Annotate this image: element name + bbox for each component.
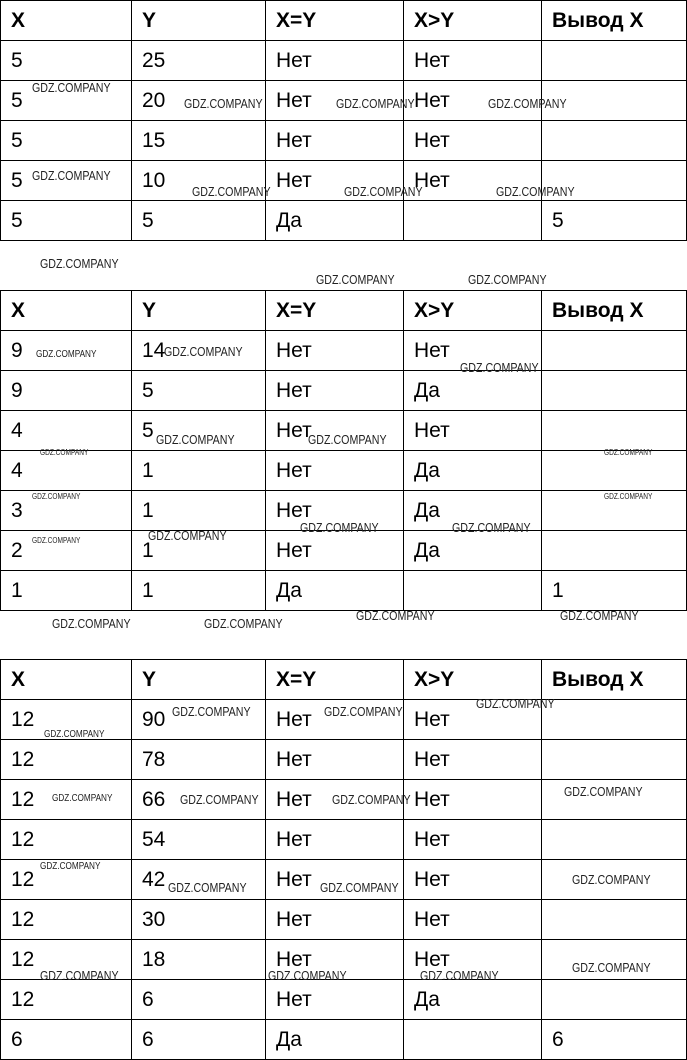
- table-row: [1, 81, 687, 121]
- cell-x: 12: [1, 980, 132, 1020]
- header-output-x: Вывод X: [542, 1, 687, 41]
- cell-x-equals-y: Нет: [266, 411, 404, 451]
- watermark: GDZ.COMPANY: [344, 184, 423, 199]
- watermark: GDZ.COMPANY: [320, 880, 399, 895]
- header-x-greater-y: X>Y: [404, 1, 542, 41]
- cell-x: 4: [1, 411, 132, 451]
- cell-x-equals-y: Нет: [266, 820, 404, 860]
- cell-x: 5: [1, 201, 132, 241]
- trace-table-2: [0, 290, 687, 611]
- cell-x: 3: [1, 491, 132, 531]
- watermark: GDZ.COMPANY: [180, 792, 259, 807]
- watermark: GDZ.COMPANY: [40, 968, 119, 983]
- cell-output-x: [542, 41, 687, 81]
- cell-x-greater-y: Нет: [404, 740, 542, 780]
- cell-output-x: 5: [542, 201, 687, 241]
- cell-y: 5: [132, 371, 266, 411]
- table-row: [1, 491, 687, 531]
- table-row: [1, 700, 687, 740]
- watermark: GDZ.COMPANY: [572, 872, 651, 887]
- header-y: Y: [132, 291, 266, 331]
- cell-x-equals-y: Да: [266, 201, 404, 241]
- cell-x: 5: [1, 81, 132, 121]
- watermark: GDZ.COMPANY: [168, 880, 247, 895]
- cell-x: 5: [1, 161, 132, 201]
- cell-x-equals-y: Нет: [266, 860, 404, 900]
- watermark: GDZ.COMPANY: [604, 448, 653, 457]
- cell-x-greater-y: Да: [404, 980, 542, 1020]
- cell-x-equals-y: Нет: [266, 371, 404, 411]
- cell-x-equals-y: Нет: [266, 531, 404, 571]
- cell-x-equals-y: Нет: [266, 940, 404, 980]
- table-row: [1, 331, 687, 371]
- cell-x-equals-y: Нет: [266, 700, 404, 740]
- cell-x-greater-y: [404, 1020, 542, 1060]
- watermark: GDZ.COMPANY: [476, 696, 555, 711]
- cell-x-greater-y: Да: [404, 451, 542, 491]
- cell-y: 1: [132, 491, 266, 531]
- header-x: X: [1, 1, 132, 41]
- watermark: GDZ.COMPANY: [332, 792, 411, 807]
- cell-x-greater-y: Да: [404, 371, 542, 411]
- watermark: GDZ.COMPANY: [300, 520, 379, 535]
- cell-x: 6: [1, 1020, 132, 1060]
- cell-y: 6: [132, 980, 266, 1020]
- cell-output-x: [542, 860, 687, 900]
- watermark: GDZ.COMPANY: [460, 360, 539, 375]
- watermark: GDZ.COMPANY: [268, 968, 347, 983]
- cell-x-equals-y: Нет: [266, 451, 404, 491]
- cell-output-x: 1: [542, 571, 687, 611]
- cell-output-x: [542, 81, 687, 121]
- table-row: [1, 41, 687, 81]
- cell-x-equals-y: Нет: [266, 780, 404, 820]
- table-row: [1, 980, 687, 1020]
- cell-y: 90: [132, 700, 266, 740]
- cell-x-equals-y: Да: [266, 571, 404, 611]
- cell-x: 12: [1, 780, 132, 820]
- cell-x-greater-y: Да: [404, 531, 542, 571]
- watermark: GDZ.COMPANY: [32, 536, 81, 545]
- watermark: GDZ.COMPANY: [496, 184, 575, 199]
- cell-output-x: [542, 531, 687, 571]
- header-output-x: Вывод X: [542, 291, 687, 331]
- cell-y: 10: [132, 161, 266, 201]
- watermark: GDZ.COMPANY: [564, 784, 643, 799]
- table-row: [1, 900, 687, 940]
- watermark: GDZ.COMPANY: [40, 861, 101, 872]
- cell-output-x: [542, 780, 687, 820]
- cell-x-equals-y: Нет: [266, 41, 404, 81]
- cell-x: 12: [1, 700, 132, 740]
- cell-x: 9: [1, 371, 132, 411]
- cell-x-greater-y: Да: [404, 491, 542, 531]
- watermark: GDZ.COMPANY: [488, 96, 567, 111]
- cell-x-greater-y: Нет: [404, 331, 542, 371]
- cell-x-greater-y: Нет: [404, 820, 542, 860]
- cell-x: 12: [1, 900, 132, 940]
- cell-x-equals-y: Нет: [266, 900, 404, 940]
- header-x-equals-y: X=Y: [266, 1, 404, 41]
- cell-x-greater-y: Нет: [404, 860, 542, 900]
- watermark: GDZ.COMPANY: [164, 344, 243, 359]
- header-x: X: [1, 660, 132, 700]
- cell-y: 1: [132, 531, 266, 571]
- watermark: GDZ.COMPANY: [156, 432, 235, 447]
- cell-output-x: [542, 980, 687, 1020]
- cell-x-equals-y: Нет: [266, 491, 404, 531]
- watermark: GDZ.COMPANY: [204, 616, 283, 631]
- header-output-x: Вывод X: [542, 660, 687, 700]
- cell-x-greater-y: Нет: [404, 780, 542, 820]
- cell-x-equals-y: Нет: [266, 740, 404, 780]
- table-row: [1, 571, 687, 611]
- cell-x-greater-y: Нет: [404, 161, 542, 201]
- watermark: GDZ.COMPANY: [40, 448, 89, 457]
- cell-output-x: [542, 411, 687, 451]
- table-row: [1, 740, 687, 780]
- cell-output-x: [542, 940, 687, 980]
- watermark: GDZ.COMPANY: [324, 704, 403, 719]
- watermark: GDZ.COMPANY: [32, 492, 81, 501]
- cell-x: 5: [1, 41, 132, 81]
- cell-y: 14: [132, 331, 266, 371]
- cell-x-greater-y: Нет: [404, 81, 542, 121]
- cell-x: 4: [1, 451, 132, 491]
- cell-x-greater-y: Нет: [404, 900, 542, 940]
- table-row: [1, 121, 687, 161]
- header-row: [1, 1, 687, 41]
- table-row: [1, 1020, 687, 1060]
- cell-x-equals-y: Нет: [266, 980, 404, 1020]
- cell-x-greater-y: Нет: [404, 121, 542, 161]
- header-x-equals-y: X=Y: [266, 291, 404, 331]
- watermark: GDZ.COMPANY: [172, 704, 251, 719]
- cell-output-x: [542, 161, 687, 201]
- table-row: [1, 860, 687, 900]
- watermark: GDZ.COMPANY: [316, 272, 395, 287]
- cell-y: 25: [132, 41, 266, 81]
- cell-x: 2: [1, 531, 132, 571]
- cell-output-x: [542, 451, 687, 491]
- cell-x: 12: [1, 860, 132, 900]
- cell-output-x: [542, 331, 687, 371]
- trace-table-3: [0, 659, 687, 1060]
- cell-y: 6: [132, 1020, 266, 1060]
- cell-output-x: [542, 371, 687, 411]
- cell-output-x: [542, 900, 687, 940]
- table-row: [1, 531, 687, 571]
- table-row: [1, 451, 687, 491]
- watermark: GDZ.COMPANY: [36, 349, 97, 360]
- table-row: [1, 201, 687, 241]
- cell-x-equals-y: Нет: [266, 331, 404, 371]
- header-x: X: [1, 291, 132, 331]
- cell-x-greater-y: [404, 201, 542, 241]
- watermark: GDZ.COMPANY: [52, 793, 113, 804]
- watermark: GDZ.COMPANY: [32, 80, 111, 95]
- watermark: GDZ.COMPANY: [32, 168, 111, 183]
- cell-output-x: [542, 700, 687, 740]
- table-row: [1, 411, 687, 451]
- watermark: GDZ.COMPANY: [308, 432, 387, 447]
- cell-y: 1: [132, 451, 266, 491]
- header-row: [1, 291, 687, 331]
- cell-x-greater-y: [404, 571, 542, 611]
- table-row: [1, 780, 687, 820]
- cell-x-equals-y: Нет: [266, 121, 404, 161]
- table-row: [1, 371, 687, 411]
- header-x-greater-y: X>Y: [404, 291, 542, 331]
- header-y: Y: [132, 1, 266, 41]
- cell-x: 5: [1, 121, 132, 161]
- cell-y: 20: [132, 81, 266, 121]
- watermark: GDZ.COMPANY: [336, 96, 415, 111]
- table-row: [1, 820, 687, 860]
- cell-y: 18: [132, 940, 266, 980]
- cell-y: 15: [132, 121, 266, 161]
- watermark: GDZ.COMPANY: [468, 272, 547, 287]
- header-row: [1, 660, 687, 700]
- cell-y: 30: [132, 900, 266, 940]
- watermark: GDZ.COMPANY: [572, 960, 651, 975]
- cell-x-greater-y: Нет: [404, 411, 542, 451]
- watermark: GDZ.COMPANY: [52, 616, 131, 631]
- cell-output-x: [542, 121, 687, 161]
- cell-x: 12: [1, 820, 132, 860]
- cell-y: 5: [132, 411, 266, 451]
- cell-output-x: [542, 491, 687, 531]
- cell-y: 42: [132, 860, 266, 900]
- watermark: GDZ.COMPANY: [192, 184, 271, 199]
- cell-x-equals-y: Нет: [266, 161, 404, 201]
- cell-output-x: [542, 820, 687, 860]
- header-x-greater-y: X>Y: [404, 660, 542, 700]
- watermark: GDZ.COMPANY: [604, 492, 653, 501]
- cell-y: 54: [132, 820, 266, 860]
- cell-y: 66: [132, 780, 266, 820]
- watermark: GDZ.COMPANY: [560, 608, 639, 623]
- cell-x-greater-y: Нет: [404, 940, 542, 980]
- cell-x-greater-y: Нет: [404, 700, 542, 740]
- watermark: GDZ.COMPANY: [356, 608, 435, 623]
- table-row: [1, 161, 687, 201]
- watermark: GDZ.COMPANY: [44, 729, 105, 740]
- cell-x-equals-y: Нет: [266, 81, 404, 121]
- table-row: [1, 940, 687, 980]
- cell-x-greater-y: Нет: [404, 41, 542, 81]
- cell-y: 78: [132, 740, 266, 780]
- cell-output-x: 6: [542, 1020, 687, 1060]
- cell-x: 12: [1, 740, 132, 780]
- watermark: GDZ.COMPANY: [40, 256, 119, 271]
- cell-output-x: [542, 740, 687, 780]
- trace-table-1: [0, 0, 687, 241]
- cell-x: 12: [1, 940, 132, 980]
- watermark: GDZ.COMPANY: [452, 520, 531, 535]
- watermark: GDZ.COMPANY: [148, 528, 227, 543]
- cell-y: 5: [132, 201, 266, 241]
- header-x-equals-y: X=Y: [266, 660, 404, 700]
- watermark: GDZ.COMPANY: [420, 968, 499, 983]
- header-y: Y: [132, 660, 266, 700]
- cell-x: 1: [1, 571, 132, 611]
- cell-x-equals-y: Да: [266, 1020, 404, 1060]
- watermark: GDZ.COMPANY: [184, 96, 263, 111]
- cell-y: 1: [132, 571, 266, 611]
- cell-x: 9: [1, 331, 132, 371]
